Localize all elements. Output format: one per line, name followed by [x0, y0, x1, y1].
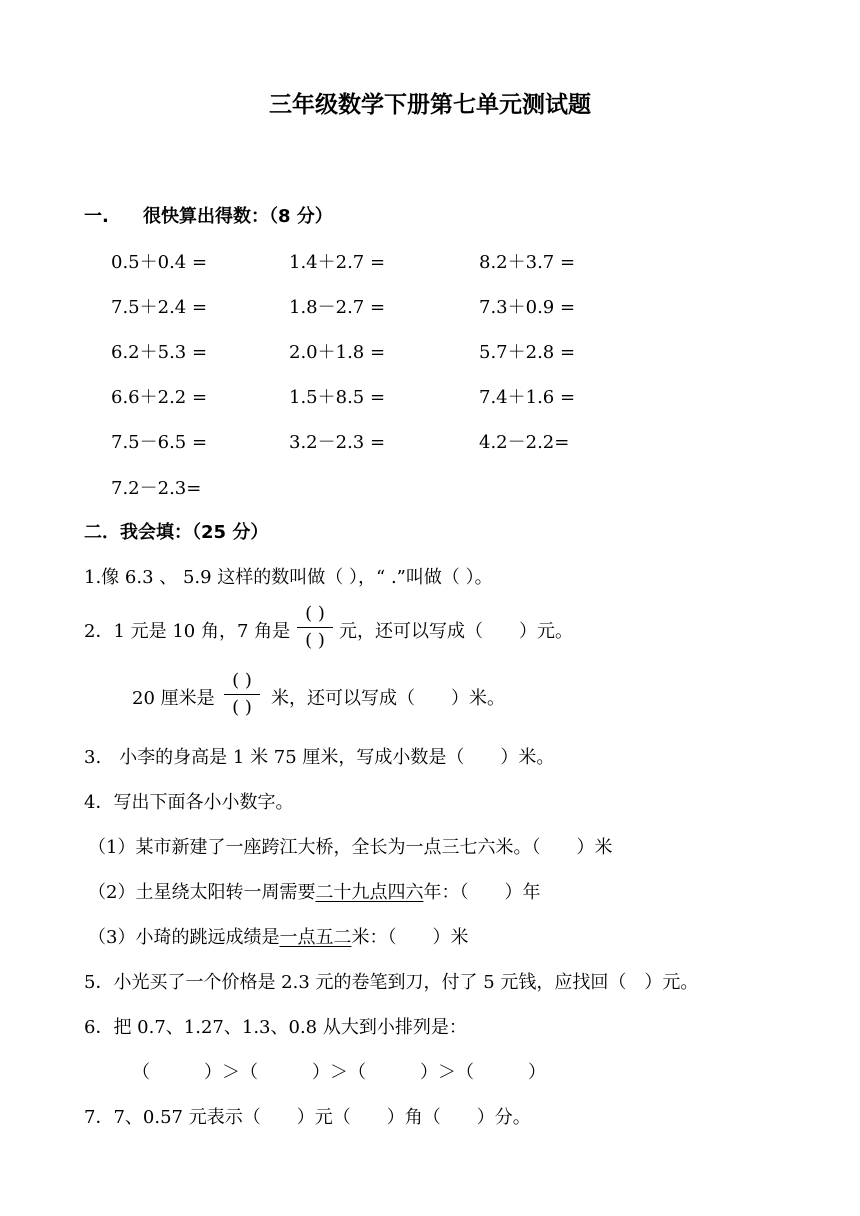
- calc-item: 6.2＋5.3 =: [111, 342, 208, 363]
- question-2-text: 元，还可以写成（ ）元。: [339, 621, 573, 642]
- item-text: 年：（ ）年: [423, 882, 541, 903]
- fraction-blank: [297, 605, 333, 650]
- question-2-text: 20 厘米是: [132, 688, 215, 709]
- calc-item: 7.5＋2.4 =: [111, 297, 208, 318]
- question-6-intro: 6．把 0.7、1.27、1.3、0.8 从大到小排列是：: [84, 1017, 467, 1038]
- calc-item: 6.6＋2.2 =: [111, 387, 208, 408]
- calc-item: 5.7＋2.8 =: [479, 342, 576, 363]
- fraction-denominator: ( ): [305, 630, 325, 651]
- page-title: 三年级数学下册第七单元测试题: [269, 92, 591, 118]
- question-2-text: 米，还可以写成（ ）米。: [271, 688, 505, 709]
- calc-item: 1.5＋8.5 =: [289, 387, 386, 408]
- item-text: （3）小琦的跳远成绩是: [88, 927, 280, 948]
- calc-item: 1.4＋2.7 =: [289, 252, 386, 273]
- section1-heading: 很快算出得数：（8 分）: [143, 206, 333, 227]
- calc-item: 2.0＋1.8 =: [289, 342, 386, 363]
- question-4-item-2: [88, 884, 540, 902]
- question-6-blanks: （ ）＞（ ）＞（ ）＞（ ）: [132, 1062, 546, 1083]
- item-text: 米：（ ）米: [351, 927, 469, 948]
- calc-item: 7.3＋0.9 =: [479, 297, 576, 318]
- fraction-blank: [224, 672, 260, 717]
- fraction-numerator: ( ): [305, 603, 325, 624]
- question-5: 5．小光买了一个价格是 2.3 元的卷笔到刀，付了 5 元钱，应找回（ ）元。: [84, 972, 699, 993]
- item-text: （2）土星绕太阳转一周需要: [88, 882, 316, 903]
- question-4-item-1: （1）某市新建了一座跨江大桥，全长为一点三七六米。（ ）米: [88, 837, 613, 858]
- question-7: 7．7、0.57 元表示（ ）元（ ）角（ ）分。: [84, 1107, 531, 1128]
- calc-item: 7.5－6.5 =: [111, 432, 208, 453]
- question-2-text: 2．1 元是 10 角，7 角是: [84, 621, 291, 642]
- calc-item: 3.2－2.3 =: [289, 432, 386, 453]
- question-1: 1.像 6.3 、 5.9 这样的数叫做（ ），“ .”叫做（ ）。: [84, 567, 493, 588]
- question-3: 3. 小李的身高是 1 米 75 厘米，写成小数是（ ）米。: [84, 747, 555, 768]
- fraction-denominator: ( ): [232, 697, 252, 718]
- question-4-intro: 4．写出下面各小小数字。: [84, 792, 294, 813]
- calc-item: 1.8－2.7 =: [289, 297, 386, 318]
- underlined-number: 二十九点四六: [315, 882, 424, 903]
- section1-number: 一.: [84, 206, 109, 227]
- calc-item: 7.2－2.3=: [111, 478, 202, 499]
- calc-item: 4.2－2.2=: [479, 432, 570, 453]
- underlined-number: 一点五二: [279, 927, 352, 948]
- section2-heading: 二．我会填：（25 分）: [84, 522, 269, 543]
- fraction-numerator: ( ): [232, 670, 252, 691]
- question-4-item-3: [88, 929, 468, 947]
- calc-item: 7.4＋1.6 =: [479, 387, 576, 408]
- calc-item: 8.2＋3.7 =: [479, 252, 576, 273]
- calc-item: 0.5＋0.4 =: [111, 252, 208, 273]
